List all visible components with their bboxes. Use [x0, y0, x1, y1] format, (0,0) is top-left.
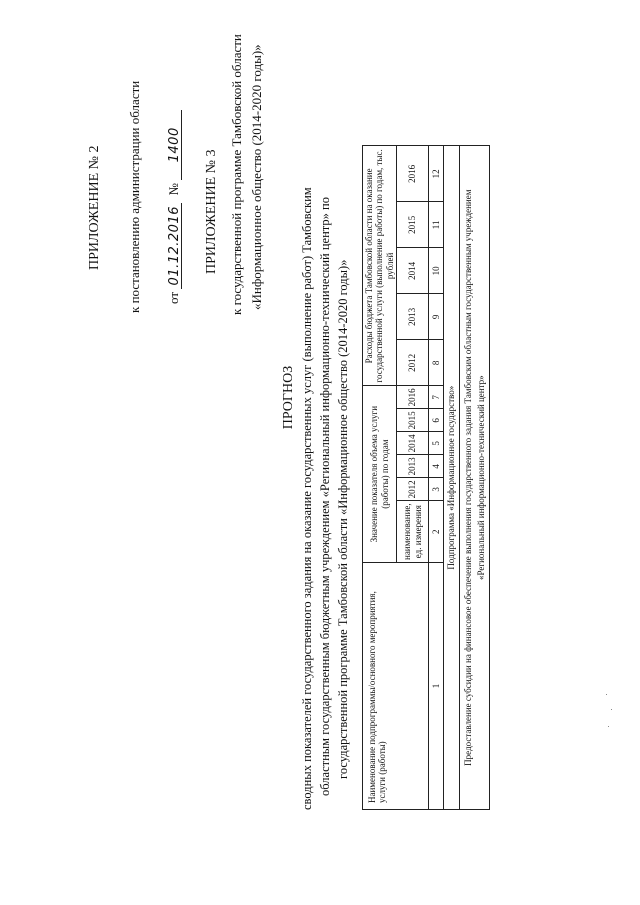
year-cell: 2012 [397, 340, 429, 386]
date-number-line [167, 110, 182, 304]
column-number: 1 [429, 563, 444, 810]
scan-speck [608, 726, 609, 727]
year-cell: 2014 [397, 432, 429, 455]
column-number: 4 [429, 455, 444, 478]
forecast-table [362, 145, 490, 810]
activity-line-1: Предоставление субсидии на финансовое обеспечение выполнения государственного задания Тамбовским областным государственным учреждением [463, 189, 474, 766]
number-field [167, 110, 182, 180]
title-line-3: государственной программе Тамбовской области «Информационное общество (2014-2020 годы)» [336, 259, 350, 779]
title-line-1: сводных показателей государственного задания на оказание государственных услуг (выполнение работ) Тамбовским [300, 187, 314, 810]
date-field [167, 203, 182, 289]
to-program-line1: к государственной программе Тамбовской области [229, 34, 244, 315]
subprogram-label: Подпрограмма «Информационное государство» [444, 146, 460, 810]
year-cell: 2014 [397, 248, 429, 294]
appendix-2-label: ПРИЛОЖЕНИЕ № 2 [87, 145, 102, 270]
to-resolution-line: к постановлению администрации области [127, 80, 142, 313]
year-cell: 2012 [397, 478, 429, 501]
col1-header: Наименование подпрограммы/основного мероприятия, услуги (работы) [363, 563, 429, 810]
activity-line-2: «Региональный информационно-технический центр» [475, 375, 486, 580]
scan-speck [611, 709, 612, 710]
column-number: 6 [429, 409, 444, 432]
year-cell: 2016 [397, 146, 429, 202]
column-number: 10 [429, 248, 444, 294]
year-cell: 2013 [397, 294, 429, 340]
year-cell: 2013 [397, 455, 429, 478]
indicator-name-header: наименование, ед. измерения [397, 501, 429, 563]
year-cell: 2016 [397, 386, 429, 409]
column-number: 11 [429, 202, 444, 248]
column-number: 12 [429, 146, 444, 202]
activity-cell [460, 146, 490, 810]
date-handwritten: 01.12.2016 [167, 206, 182, 286]
number-label: № [166, 183, 181, 196]
column-number-row [429, 146, 444, 810]
appendix-3-label: ПРИЛОЖЕНИЕ № 3 [204, 149, 219, 274]
from-label: от [166, 291, 181, 304]
column-number: 3 [429, 478, 444, 501]
number-handwritten: 1400 [167, 127, 182, 163]
activity-row [460, 146, 490, 810]
column-number: 5 [429, 432, 444, 455]
column-number: 9 [429, 294, 444, 340]
to-program-line2: «Информационное общество (2014-2020 годы)» [249, 44, 264, 310]
document-title: ПРОГНОЗ [281, 365, 296, 430]
column-number: 7 [429, 386, 444, 409]
year-cell: 2015 [397, 409, 429, 432]
scan-speck [606, 694, 607, 695]
column-number: 2 [429, 501, 444, 563]
title-line-2: областным государственным бюджетным учреждением «Региональный информационно-технический центр» по [318, 197, 332, 796]
year-cell: 2015 [397, 202, 429, 248]
col3-header: Расходы бюджета Тамбовской области на оказание государственной услуги (выполнение работы) по годам, тыс. рублей [363, 146, 397, 386]
column-number: 8 [429, 340, 444, 386]
col2-header: Значение показателя объема услуги (работы) по годам [363, 386, 397, 563]
table-header-row [363, 146, 397, 810]
subprogram-row [444, 146, 460, 810]
